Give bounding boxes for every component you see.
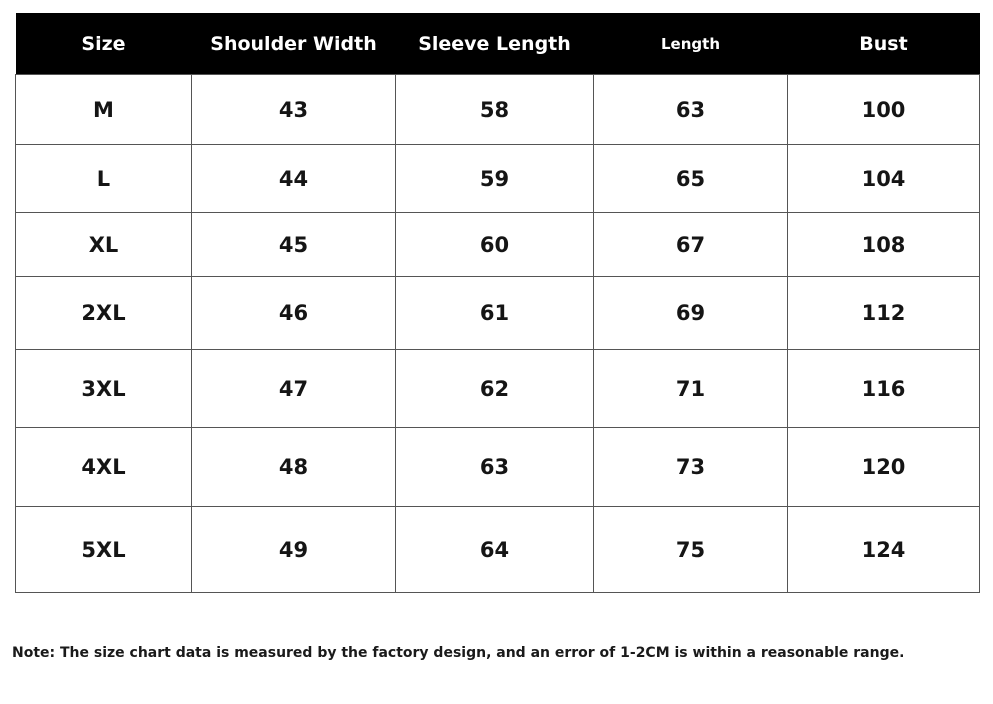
cell-size: XL bbox=[16, 213, 192, 277]
size-chart-header bbox=[16, 13, 980, 75]
cell-length: 67 bbox=[594, 213, 788, 277]
cell-size: M bbox=[16, 75, 192, 145]
cell-size: 3XL bbox=[16, 350, 192, 428]
header-row bbox=[16, 13, 980, 75]
cell-sleeve-length: 60 bbox=[396, 213, 594, 277]
table-row bbox=[16, 277, 980, 350]
cell-shoulder-width: 44 bbox=[192, 145, 396, 213]
cell-sleeve-length: 62 bbox=[396, 350, 594, 428]
cell-size: 2XL bbox=[16, 277, 192, 350]
cell-sleeve-length: 58 bbox=[396, 75, 594, 145]
cell-shoulder-width: 43 bbox=[192, 75, 396, 145]
table-row bbox=[16, 350, 980, 428]
table-row bbox=[16, 428, 980, 507]
cell-length: 75 bbox=[594, 507, 788, 593]
cell-bust: 112 bbox=[788, 277, 980, 350]
header-bust: Bust bbox=[788, 13, 980, 75]
header-shoulder-width: Shoulder Width bbox=[192, 13, 396, 75]
cell-bust: 124 bbox=[788, 507, 980, 593]
header-sleeve-length: Sleeve Length bbox=[396, 13, 594, 75]
size-chart-table bbox=[15, 13, 980, 593]
header-length: Length bbox=[594, 13, 788, 75]
cell-bust: 120 bbox=[788, 428, 980, 507]
cell-size: 5XL bbox=[16, 507, 192, 593]
cell-shoulder-width: 48 bbox=[192, 428, 396, 507]
table-row bbox=[16, 145, 980, 213]
table-row bbox=[16, 213, 980, 277]
table-row bbox=[16, 507, 980, 593]
cell-bust: 108 bbox=[788, 213, 980, 277]
cell-sleeve-length: 64 bbox=[396, 507, 594, 593]
cell-bust: 100 bbox=[788, 75, 980, 145]
cell-length: 71 bbox=[594, 350, 788, 428]
header-size: Size bbox=[16, 13, 192, 75]
cell-sleeve-length: 59 bbox=[396, 145, 594, 213]
cell-shoulder-width: 49 bbox=[192, 507, 396, 593]
cell-shoulder-width: 45 bbox=[192, 213, 396, 277]
table-row bbox=[16, 75, 980, 145]
cell-length: 73 bbox=[594, 428, 788, 507]
size-chart-body bbox=[16, 75, 980, 593]
cell-length: 69 bbox=[594, 277, 788, 350]
cell-bust: 104 bbox=[788, 145, 980, 213]
size-chart-note: Note: The size chart data is measured by the factory design, and an error of 1-2CM is within a reasonable range. bbox=[12, 645, 905, 661]
cell-length: 63 bbox=[594, 75, 788, 145]
cell-length: 65 bbox=[594, 145, 788, 213]
cell-shoulder-width: 46 bbox=[192, 277, 396, 350]
cell-shoulder-width: 47 bbox=[192, 350, 396, 428]
cell-sleeve-length: 63 bbox=[396, 428, 594, 507]
cell-size: 4XL bbox=[16, 428, 192, 507]
cell-bust: 116 bbox=[788, 350, 980, 428]
cell-sleeve-length: 61 bbox=[396, 277, 594, 350]
cell-size: L bbox=[16, 145, 192, 213]
